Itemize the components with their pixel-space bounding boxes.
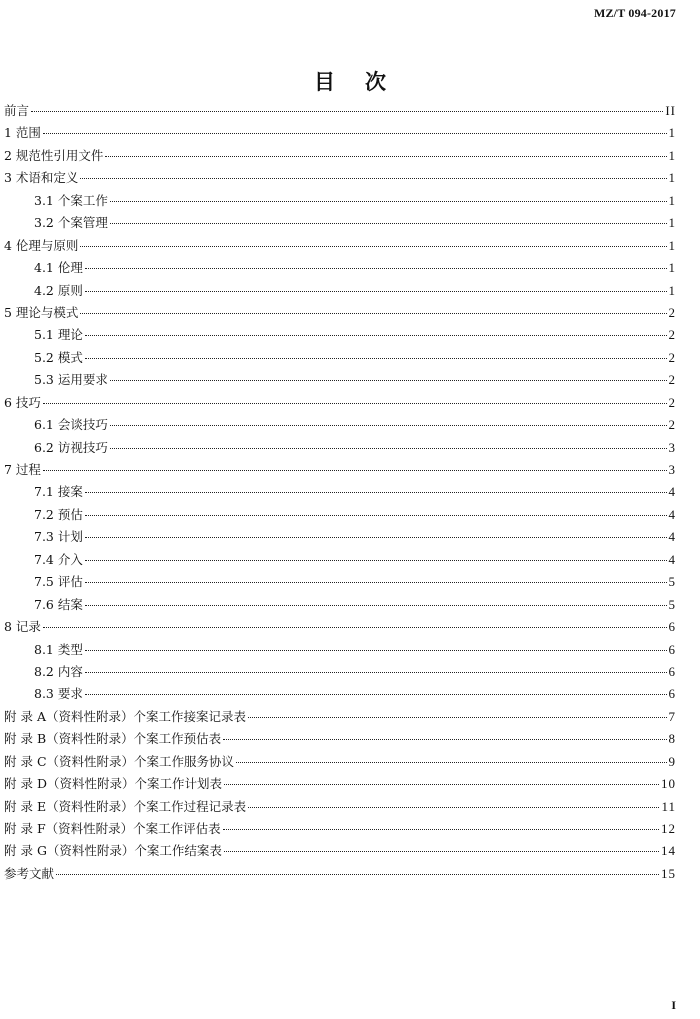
toc-entry-page: 3 <box>668 439 676 455</box>
toc-entry-label: 6 技巧 <box>4 394 41 410</box>
toc-dot-leader <box>85 582 667 583</box>
toc-entry-page: 8 <box>668 731 676 747</box>
toc-dot-leader <box>80 178 666 179</box>
toc-entry-page: 10 <box>661 776 676 792</box>
toc-entry[interactable] <box>4 392 676 414</box>
toc-entry[interactable] <box>4 100 676 122</box>
toc-entry[interactable] <box>4 683 676 705</box>
toc-entry-page: 2 <box>668 417 676 433</box>
toc-dot-leader <box>43 403 667 404</box>
toc-entry[interactable] <box>4 167 676 189</box>
toc-entry[interactable] <box>4 639 676 661</box>
toc-entry-page: 1 <box>668 237 676 253</box>
toc-dot-leader <box>110 448 667 449</box>
toc-entry[interactable] <box>4 863 676 885</box>
toc-entry[interactable] <box>4 235 676 257</box>
toc-entry-label: 4.2 原则 <box>34 282 83 298</box>
toc-entry-label: 8 记录 <box>4 619 41 635</box>
toc-entry-label: 4 伦理与原则 <box>4 237 79 253</box>
toc-dot-leader <box>110 380 667 381</box>
toc-entry[interactable] <box>4 302 676 324</box>
toc-dot-leader <box>223 829 659 830</box>
table-of-contents <box>4 100 676 885</box>
toc-dot-leader <box>43 470 667 471</box>
toc-entry-page: 2 <box>668 372 676 388</box>
toc-dot-leader <box>105 156 666 157</box>
toc-entry-label: 附 录 F（资料性附录）个案工作评估表 <box>4 821 221 836</box>
toc-entry[interactable] <box>4 818 676 840</box>
toc-entry[interactable] <box>4 481 676 503</box>
toc-entry-page: 1 <box>668 147 676 163</box>
toc-entry-label: 8.2 内容 <box>34 663 83 679</box>
toc-entry[interactable] <box>4 549 676 571</box>
toc-entry[interactable] <box>4 840 676 862</box>
toc-dot-leader <box>85 515 667 516</box>
toc-entry-page: 1 <box>668 282 676 298</box>
toc-entry-label: 附 录 C（资料性附录）个案工作服务协议 <box>4 753 235 769</box>
toc-entry-page: 2 <box>668 394 676 410</box>
toc-entry-page: 14 <box>661 843 676 859</box>
toc-entry-page: 6 <box>668 619 676 635</box>
toc-entry-label: 5.2 模式 <box>34 349 83 365</box>
toc-entry-label: 7.3 计划 <box>34 529 83 545</box>
toc-entry-label: 6.2 访视技巧 <box>34 439 108 455</box>
toc-dot-leader <box>85 672 667 673</box>
toc-entry-page: 1 <box>668 260 676 276</box>
toc-dot-leader <box>224 784 659 785</box>
toc-entry[interactable] <box>4 437 676 459</box>
toc-entry-page: 2 <box>668 349 676 365</box>
toc-entry-page: 5 <box>668 574 676 590</box>
toc-entry-label: 7.2 预估 <box>34 506 83 522</box>
toc-entry[interactable] <box>4 459 676 481</box>
toc-entry[interactable] <box>4 773 676 795</box>
toc-entry-page: 1 <box>668 215 676 231</box>
toc-entry[interactable] <box>4 369 676 391</box>
toc-entry[interactable] <box>4 616 676 638</box>
toc-dot-leader <box>85 694 667 695</box>
toc-entry-page: 1 <box>668 192 676 208</box>
toc-entry-page: 15 <box>661 865 676 881</box>
toc-entry[interactable] <box>4 122 676 144</box>
toc-entry-label: 附 录 A（资料性附录）个案工作接案记录表 <box>4 708 246 724</box>
toc-entry-page: 4 <box>668 506 676 522</box>
page-number: I <box>671 998 676 1012</box>
toc-dot-leader <box>85 537 667 538</box>
standard-code: MZ/T 094-2017 <box>593 6 676 20</box>
toc-dot-leader <box>85 268 667 269</box>
toc-dot-leader <box>236 762 666 763</box>
toc-entry-label: 8.1 类型 <box>34 641 83 657</box>
toc-entry-label: 3.2 个案管理 <box>34 215 108 231</box>
toc-dot-leader <box>85 650 667 651</box>
toc-dot-leader <box>110 223 667 224</box>
toc-entry-label: 参考文献 <box>4 865 55 881</box>
toc-entry-page: 5 <box>668 596 676 612</box>
toc-entry-page: 6 <box>668 641 676 657</box>
toc-entry-page: II <box>665 103 676 118</box>
toc-entry-label: 附 录 G（资料性附录）个案工作结案表 <box>4 843 222 859</box>
toc-entry-label: 7 过程 <box>4 462 41 477</box>
toc-dot-leader <box>110 201 667 202</box>
toc-entry-page: 2 <box>668 304 676 320</box>
toc-dot-leader <box>85 335 667 336</box>
toc-entry[interactable] <box>4 706 676 728</box>
toc-dot-leader <box>85 492 667 493</box>
toc-entry-page: 2 <box>668 327 676 343</box>
toc-dot-leader <box>224 851 659 852</box>
toc-entry-page: 9 <box>668 753 676 769</box>
toc-entry-label: 3.1 个案工作 <box>34 192 108 208</box>
toc-entry-label: 5.1 理论 <box>34 327 83 343</box>
toc-entry[interactable] <box>4 526 676 548</box>
toc-entry[interactable] <box>4 751 676 773</box>
toc-dot-leader <box>248 717 667 718</box>
toc-entry[interactable] <box>4 796 676 818</box>
toc-dot-leader <box>80 313 666 314</box>
toc-entry-page: 7 <box>668 708 676 724</box>
toc-entry-label: 7.6 结案 <box>34 596 83 612</box>
toc-entry-label: 3 术语和定义 <box>4 170 79 186</box>
toc-entry-page: 11 <box>661 798 676 814</box>
toc-dot-leader <box>85 605 667 606</box>
toc-dot-leader <box>31 111 663 112</box>
toc-entry-page: 3 <box>668 462 676 477</box>
toc-entry-label: 5 理论与模式 <box>4 304 79 320</box>
toc-entry-label: 6.1 会谈技巧 <box>34 417 108 433</box>
toc-entry-label: 附 录 D（资料性附录）个案工作计划表 <box>4 776 222 792</box>
toc-entry-page: 12 <box>661 821 676 836</box>
toc-entry[interactable] <box>4 594 676 616</box>
toc-dot-leader <box>80 246 666 247</box>
toc-entry-label: 7.1 接案 <box>34 484 83 500</box>
toc-entry-label: 4.1 伦理 <box>34 260 83 276</box>
toc-dot-leader <box>110 425 667 426</box>
page-title: 目次 <box>314 69 416 94</box>
toc-dot-leader <box>85 358 667 359</box>
toc-entry-label: 7.5 评估 <box>34 574 83 590</box>
toc-dot-leader <box>43 133 667 134</box>
toc-entry-label: 前言 <box>4 103 30 118</box>
toc-entry-label: 2 规范性引用文件 <box>4 147 104 163</box>
toc-entry[interactable] <box>4 504 676 526</box>
toc-entry[interactable] <box>4 145 676 167</box>
toc-entry[interactable] <box>4 257 676 279</box>
toc-entry[interactable] <box>4 190 676 212</box>
toc-entry-page: 4 <box>668 551 676 567</box>
toc-entry-page: 6 <box>668 663 676 679</box>
toc-dot-leader <box>56 874 659 875</box>
toc-entry-label: 5.3 运用要求 <box>34 372 108 388</box>
toc-dot-leader <box>223 739 666 740</box>
toc-entry-page: 4 <box>668 529 676 545</box>
toc-entry[interactable] <box>4 571 676 593</box>
toc-entry[interactable] <box>4 661 676 683</box>
toc-entry-label: 8.3 要求 <box>34 686 83 702</box>
toc-entry-label: 7.4 介入 <box>34 551 83 567</box>
toc-dot-leader <box>85 291 667 292</box>
toc-dot-leader <box>248 807 659 808</box>
toc-dot-leader <box>43 627 667 628</box>
toc-entry-page: 4 <box>668 484 676 500</box>
toc-entry[interactable] <box>4 324 676 346</box>
toc-dot-leader <box>85 560 667 561</box>
toc-entry[interactable] <box>4 414 676 436</box>
toc-entry[interactable] <box>4 280 676 302</box>
toc-entry-page: 6 <box>668 686 676 702</box>
toc-entry-label: 附 录 E（资料性附录）个案工作过程记录表 <box>4 798 247 814</box>
toc-entry-page: 1 <box>668 170 676 186</box>
toc-entry[interactable] <box>4 347 676 369</box>
toc-entry[interactable] <box>4 728 676 750</box>
toc-entry-label: 附 录 B（资料性附录）个案工作预估表 <box>4 731 222 747</box>
toc-entry-label: 1 范围 <box>4 125 41 141</box>
toc-entry-page: 1 <box>668 125 676 141</box>
toc-entry[interactable] <box>4 212 676 234</box>
